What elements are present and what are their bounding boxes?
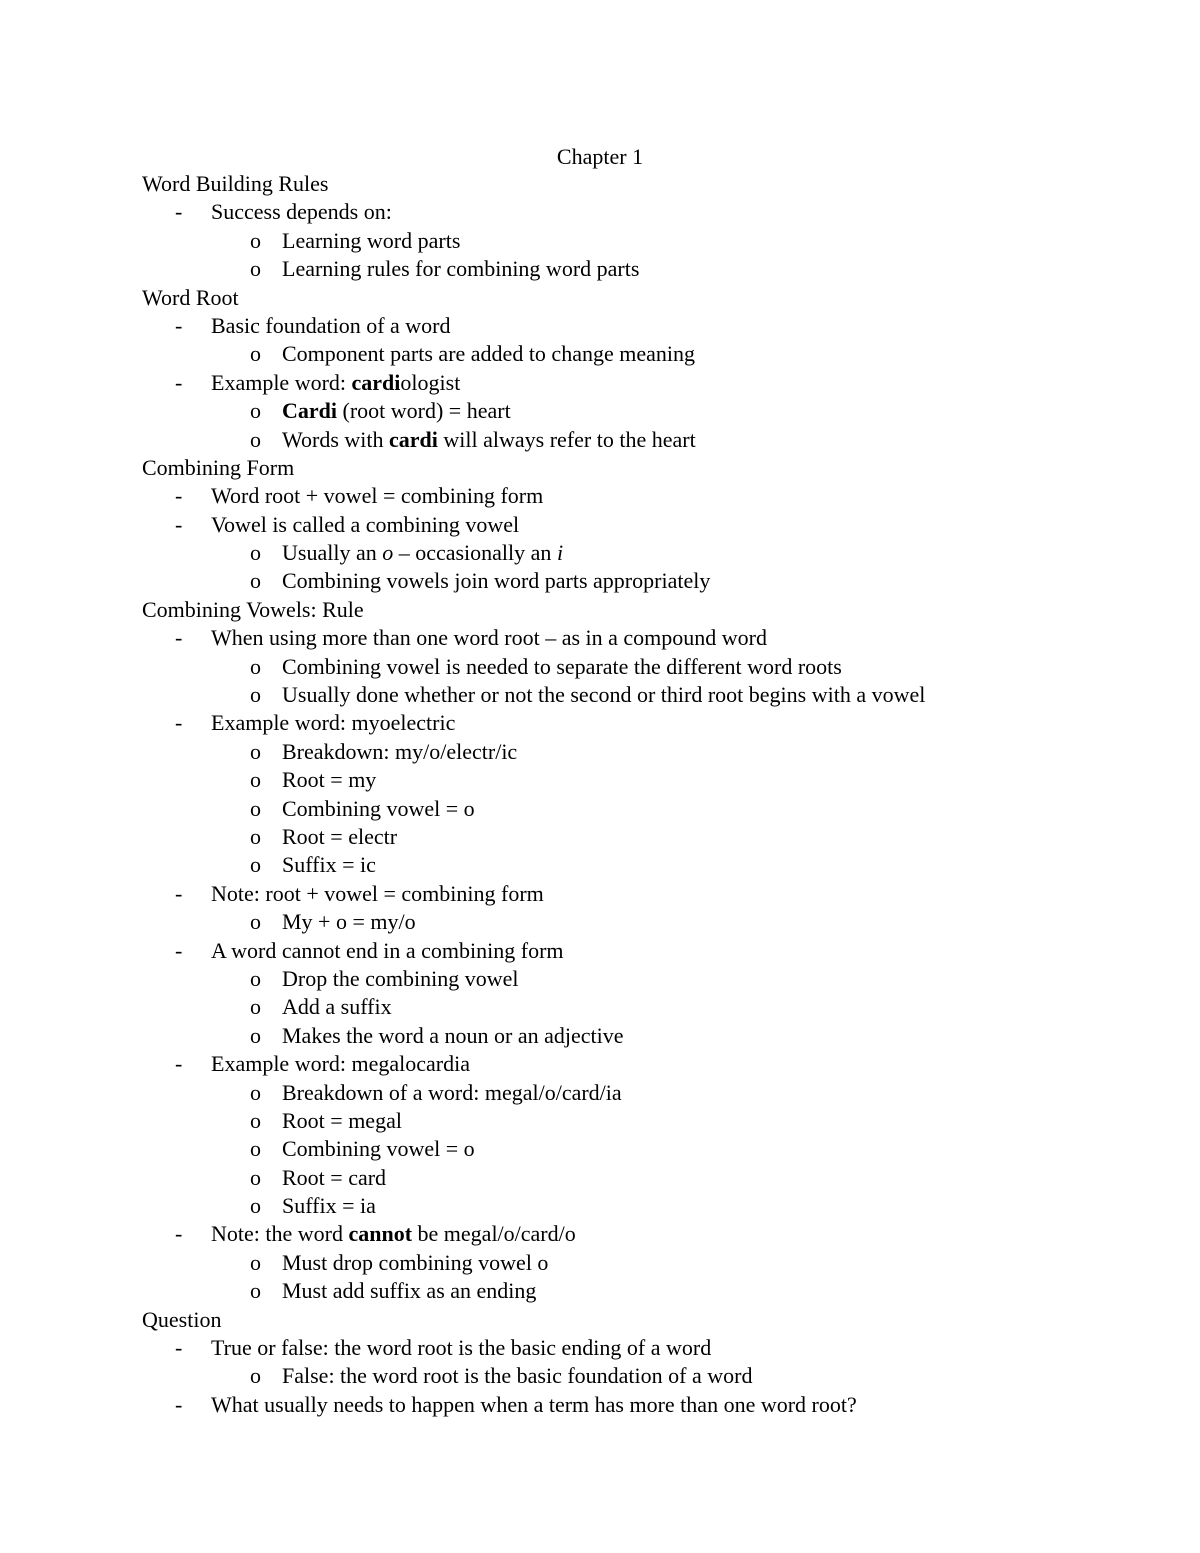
circle-marker: o	[250, 1249, 261, 1275]
sub-bullet-item: o Learning word parts	[142, 227, 1142, 255]
sub-bullet-item: o Combining vowels join word parts appropriately	[142, 567, 1142, 595]
bullet-item: - Basic foundation of a word	[142, 312, 1142, 340]
dash-marker: -	[175, 1335, 183, 1361]
circle-marker: o	[250, 994, 261, 1020]
sub-bullet-item: o Combining vowel = o	[142, 1135, 1142, 1163]
bullet-item: - When using more than one word root – as in a compound word	[142, 624, 1142, 652]
circle-marker: o	[250, 256, 261, 282]
circle-marker: o	[250, 965, 261, 991]
dash-marker: -	[175, 483, 183, 509]
section-heading: Question	[142, 1306, 222, 1332]
circle-marker: o	[250, 1022, 261, 1048]
circle-marker: o	[250, 767, 261, 793]
sub-bullet-item: o Root = card	[142, 1164, 1142, 1192]
sub-bullet-item: o Drop the combining vowel	[142, 965, 1142, 993]
sub-bullet-item: o Add a suffix	[142, 993, 1142, 1021]
circle-marker: o	[250, 852, 261, 878]
circle-marker: o	[250, 227, 261, 253]
bullet-item: - Example word: cardiologist	[142, 369, 1142, 397]
sub-bullet-item: o Usually an o – occasionally an i	[142, 539, 1142, 567]
sub-bullet-item: o Root = megal	[142, 1107, 1142, 1135]
sub-bullet-item: o Suffix = ia	[142, 1192, 1142, 1220]
sub-bullet-item: o Suffix = ic	[142, 851, 1142, 879]
circle-marker: o	[250, 795, 261, 821]
sub-bullet-item: o Breakdown: my/o/electr/ic	[142, 738, 1142, 766]
sub-bullet-item: o Learning rules for combining word parts	[142, 255, 1142, 283]
sub-bullet-item: o Must drop combining vowel o	[142, 1249, 1142, 1277]
sub-bullet-item: o Breakdown of a word: megal/o/card/ia	[142, 1079, 1142, 1107]
circle-marker: o	[250, 1164, 261, 1190]
sub-bullet-item: o Combining vowel is needed to separate the different word roots	[142, 653, 1142, 681]
circle-marker: o	[250, 568, 261, 594]
bullet-item: - Note: root + vowel = combining form	[142, 880, 1142, 908]
bullet-item: - Example word: myoelectric	[142, 709, 1142, 737]
dash-marker: -	[175, 312, 183, 338]
bullet-item: - True or false: the word root is the basic ending of a word	[142, 1334, 1142, 1362]
bullet-item: - Note: the word cannot be megal/o/card/o	[142, 1220, 1142, 1248]
circle-marker: o	[250, 738, 261, 764]
circle-marker: o	[250, 682, 261, 708]
dash-marker: -	[175, 1051, 183, 1077]
dash-marker: -	[175, 880, 183, 906]
sub-bullet-item: o My + o = my/o	[142, 908, 1142, 936]
bullet-item: - Vowel is called a combining vowel	[142, 511, 1142, 539]
section-heading: Combining Vowels: Rule	[142, 596, 364, 622]
circle-marker: o	[250, 909, 261, 935]
section-heading: Word Building Rules	[142, 171, 329, 196]
circle-marker: o	[250, 653, 261, 679]
dash-marker: -	[175, 369, 183, 395]
circle-marker: o	[250, 1363, 261, 1389]
notes-body	[142, 170, 1142, 1419]
bullet-item: - Success depends on:	[142, 198, 1142, 226]
circle-marker: o	[250, 1278, 261, 1304]
bullet-item: - What usually needs to happen when a term has more than one word root?	[142, 1391, 1142, 1419]
circle-marker: o	[250, 540, 261, 566]
section-heading: Word Root	[142, 284, 239, 310]
dash-marker: -	[175, 710, 183, 736]
circle-marker: o	[250, 823, 261, 849]
sub-bullet-item: o Component parts are added to change meaning	[142, 340, 1142, 368]
dash-marker: -	[175, 625, 183, 651]
sub-bullet-item: o Cardi (root word) = heart	[142, 397, 1142, 425]
page-title: Chapter 1	[556, 144, 644, 169]
circle-marker: o	[250, 341, 261, 367]
circle-marker: o	[250, 426, 261, 452]
bullet-item: - Word root + vowel = combining form	[142, 482, 1142, 510]
dash-marker: -	[175, 937, 183, 963]
bullet-item: - A word cannot end in a combining form	[142, 937, 1142, 965]
sub-bullet-item: o Root = my	[142, 766, 1142, 794]
bullet-item: - Example word: megalocardia	[142, 1050, 1142, 1078]
circle-marker: o	[250, 1107, 261, 1133]
sub-bullet-item: o Combining vowel = o	[142, 795, 1142, 823]
circle-marker: o	[250, 1079, 261, 1105]
dash-marker: -	[175, 1391, 183, 1417]
section-heading: Combining Form	[142, 454, 295, 480]
sub-bullet-item: o Makes the word a noun or an adjective	[142, 1022, 1142, 1050]
sub-bullet-item: o False: the word root is the basic foundation of a word	[142, 1362, 1142, 1390]
dash-marker: -	[175, 511, 183, 537]
circle-marker: o	[250, 1136, 261, 1162]
sub-bullet-item: o Must add suffix as an ending	[142, 1277, 1142, 1305]
sub-bullet-item: o Root = electr	[142, 823, 1142, 851]
circle-marker: o	[250, 1193, 261, 1219]
sub-bullet-item: o Usually done whether or not the second or third root begins with a vowel	[142, 681, 1142, 709]
sub-bullet-item: o Words with cardi will always refer to the heart	[142, 426, 1142, 454]
circle-marker: o	[250, 398, 261, 424]
dash-marker: -	[175, 199, 183, 225]
dash-marker: -	[175, 1221, 183, 1247]
